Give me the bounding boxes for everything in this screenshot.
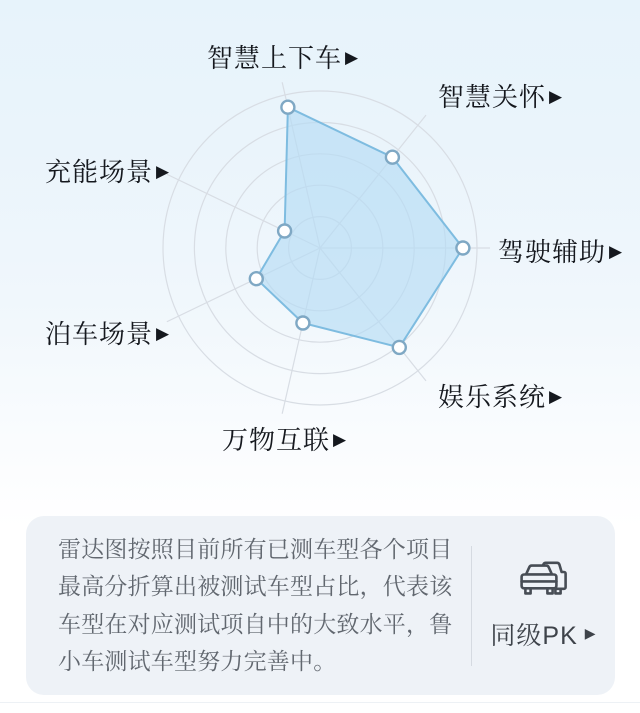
page-divider xyxy=(0,702,640,703)
radar-label-0[interactable] xyxy=(498,238,623,266)
radar-label-text: 娱乐系统 xyxy=(438,382,547,412)
chevron-right-icon: ▶ xyxy=(549,387,564,406)
pk-button-label: 同级PK xyxy=(490,621,578,650)
radar-label-text: 充能场景 xyxy=(45,157,154,187)
radar-data-point xyxy=(393,341,406,354)
radar-label-text: 智慧关怀 xyxy=(438,82,547,112)
radar-data-point xyxy=(281,101,294,114)
radar-label-5[interactable] xyxy=(222,426,347,454)
radar-label-6[interactable] xyxy=(438,383,563,411)
chevron-right-icon: ▶ xyxy=(333,430,348,449)
info-card xyxy=(26,516,615,695)
cars-compare-icon xyxy=(519,560,569,604)
radar-label-text: 智慧上下车 xyxy=(207,43,343,73)
radar-data-point xyxy=(250,272,263,285)
radar-label-3[interactable] xyxy=(45,158,170,186)
chevron-right-icon: ▶ xyxy=(345,48,360,67)
radar-label-1[interactable] xyxy=(438,83,563,111)
radar-data-point xyxy=(456,242,469,255)
radar-data-point xyxy=(386,151,399,164)
chevron-right-icon: ▶ xyxy=(549,87,564,106)
pk-button-label-row xyxy=(490,616,596,652)
radar-label-text: 泊车场景 xyxy=(45,319,154,349)
radar-label-text: 驾驶辅助 xyxy=(498,237,607,267)
radar-description: 雷达图按照目前所有已测车型各个项目最高分折算出被测试车型占比，代表该车型在对应测试项自中的大致水平，鲁小车测试车型努力完善中。 xyxy=(58,535,453,674)
chevron-right-icon: ▶ xyxy=(156,324,171,343)
chevron-right-icon: ▶ xyxy=(156,162,171,181)
radar-label-text: 万物互联 xyxy=(222,425,331,455)
pk-button[interactable] xyxy=(472,560,615,652)
radar-label-4[interactable] xyxy=(45,320,170,348)
radar-label-2[interactable] xyxy=(207,44,359,72)
chevron-right-icon: ▶ xyxy=(584,625,597,641)
radar-data-point xyxy=(296,317,309,330)
radar-data-point xyxy=(278,225,291,238)
chevron-right-icon: ▶ xyxy=(609,242,624,261)
